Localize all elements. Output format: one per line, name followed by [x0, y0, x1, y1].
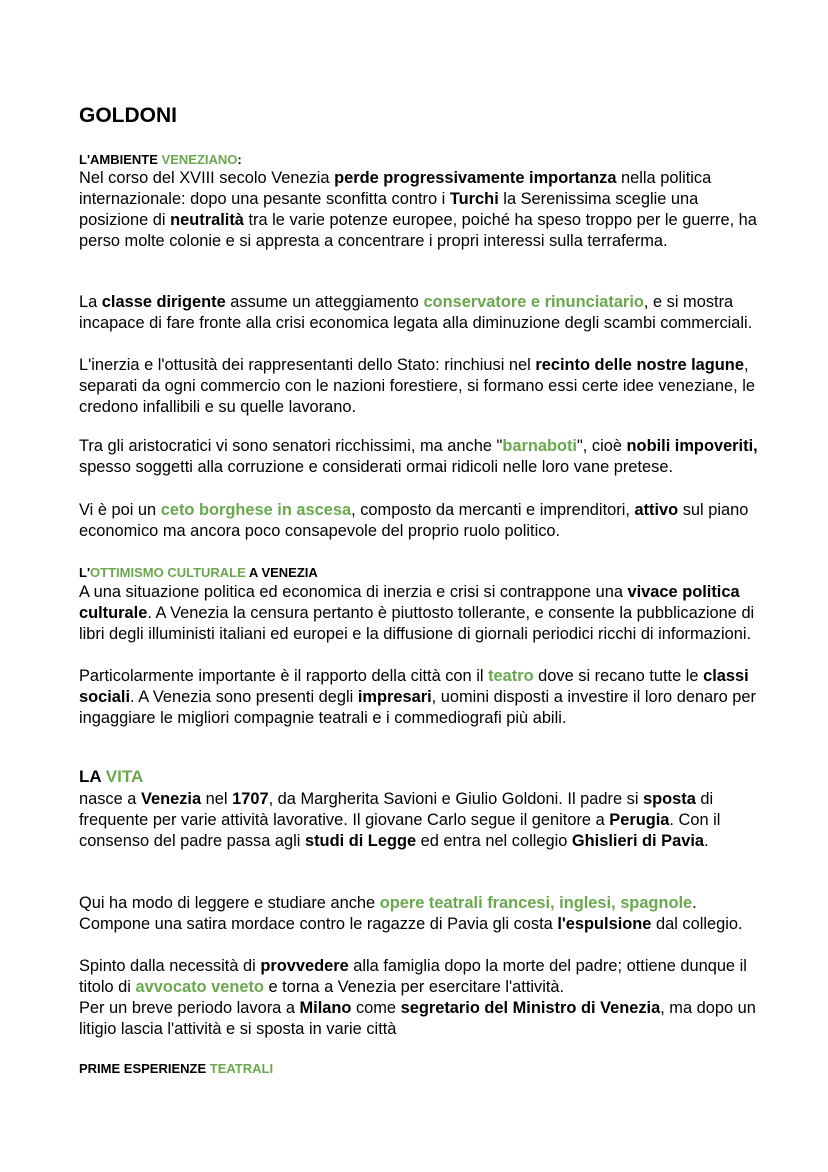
- paragraph: La classe dirigente assume un atteggiamento conservatore e rinunciatario, e si mostra incapace di fare fronte alla crisi economica legata alla diminuzione degli scambi commerciali.: [79, 293, 753, 332]
- paragraph: Nel corso del XVIII secolo Venezia perde progressivamente importanza nella politica internazionale: dopo una pesante sconfitta contro i Turchi la Serenissima sceglie una posizione di neutralità tra le varie potenze europee, poiché ha speso troppo per le guerre, ha perso molte colonie e si appresta a concentrare i propri interessi sulla terraferma.: [79, 169, 757, 250]
- paragraph: Qui ha modo di leggere e studiare anche opere teatrali francesi, inglesi, spagnole. Compone una satira mordace contro le ragazze di Pavia gli costa l'espulsione dal collegio.: [79, 894, 743, 933]
- section-heading-ambiente: L'AMBIENTE VENEZIANO:: [79, 152, 242, 167]
- section-heading-prime-esperienze: PRIME ESPERIENZE TEATRALI: [79, 1061, 274, 1076]
- section-heading-ottimismo: L'OTTIMISMO CULTURALE A VENEZIA: [79, 565, 318, 580]
- paragraph: Spinto dalla necessità di provvedere alla famiglia dopo la morte del padre; ottiene dunque il titolo di avvocato veneto e torna a Venezia per esercitare l'attività.: [79, 957, 747, 996]
- page-title: GOLDONI: [79, 104, 177, 127]
- paragraph: nasce a Venezia nel 1707, da Margherita Savioni e Giulio Goldoni. Il padre si sposta di frequente per varie attività lavorative. Il giovane Carlo segue il genitore a Perugia. Con il consenso del padre passa agli studi di Legge ed entra nel collegio Ghislieri di Pavia.: [79, 790, 721, 850]
- paragraph: Vi è poi un ceto borghese in ascesa, composto da mercanti e imprenditori, attivo sul piano economico ma ancora poco consapevole del proprio ruolo politico.: [79, 501, 749, 540]
- paragraph: A una situazione politica ed economica di inerzia e crisi si contrappone una vivace politica culturale. A Venezia la censura pertanto è piuttosto tollerante, e consente la pubblicazione di libri degli illuministi italiani ed europei e la diffusione di giornali periodici ricchi di informazioni.: [79, 583, 755, 643]
- paragraph: L'inerzia e l'ottusità dei rappresentanti dello Stato: rinchiusi nel recinto delle nostre lagune, separati da ogni commercio con le nazioni forestiere, si formano essi certe idee veneziane, le credono infallibili e su quelle lavorano.: [79, 356, 756, 416]
- section-heading-vita: LA VITA: [79, 767, 144, 786]
- paragraph: Per un breve periodo lavora a Milano come segretario del Ministro di Venezia, ma dopo un litigio lascia l'attività e si sposta in varie città: [79, 999, 756, 1038]
- paragraph: Tra gli aristocratici vi sono senatori ricchissimi, ma anche "barnaboti", cioè nobili impoveriti, spesso soggetti alla corruzione e considerati ormai ridicoli nelle loro vane pretese.: [79, 437, 758, 476]
- paragraph: Particolarmente importante è il rapporto della città con il teatro dove si recano tutte le classi sociali. A Venezia sono presenti degli impresari, uomini disposti a investire il loro denaro per ingaggiare le migliori compagnie teatrali e i commediografi più abili.: [79, 667, 756, 727]
